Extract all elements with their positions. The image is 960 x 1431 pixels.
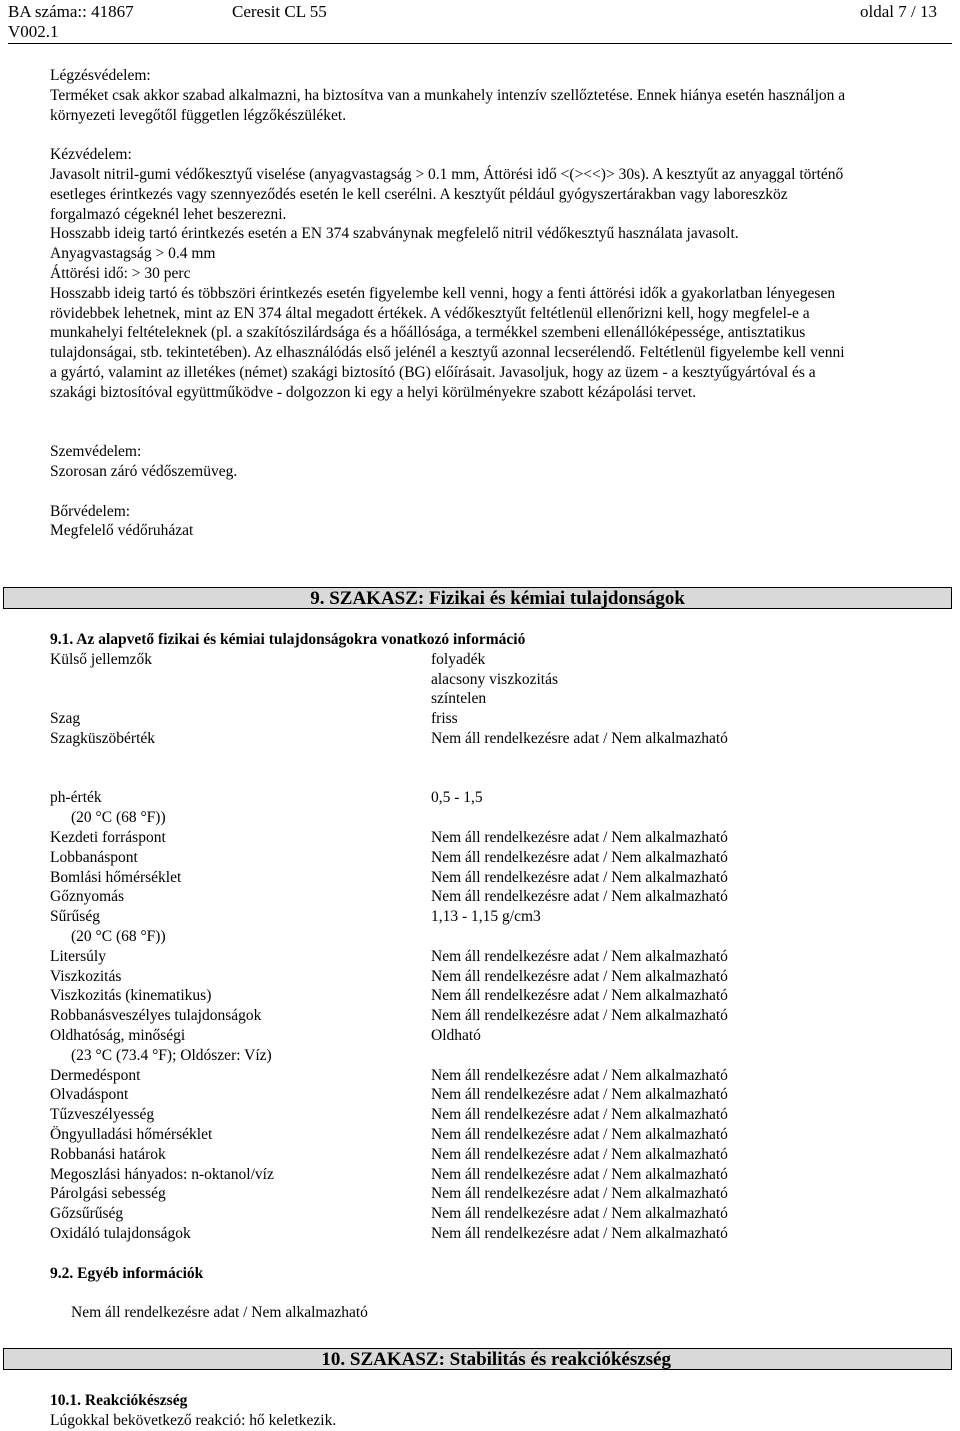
- property-label: Külső jellemzők: [50, 650, 153, 668]
- property-row: [50, 670, 940, 690]
- section-8-content: [50, 66, 940, 541]
- property-row: [50, 1165, 940, 1185]
- property-value: Nem áll rendelkezésre adat / Nem alkalmazható: [431, 1165, 728, 1183]
- section-9-heading: [3, 587, 952, 609]
- property-label: Litersúly: [50, 947, 106, 965]
- property-label: Oxidáló tulajdonságok: [50, 1224, 191, 1242]
- property-value: Nem áll rendelkezésre adat / Nem alkalmazható: [431, 848, 728, 866]
- eye-protection-text: Szorosan záró védőszemüveg.: [50, 462, 238, 480]
- text-line: Anyagvastagság > 0.4 mm: [50, 245, 216, 263]
- property-row: [50, 1085, 940, 1105]
- property-value: Nem áll rendelkezésre adat / Nem alkalmazható: [431, 868, 728, 886]
- subsection-9-2-title: 9.2. Egyéb információk: [50, 1264, 204, 1282]
- property-label: Kezdeti forráspont: [50, 828, 166, 846]
- product-name: Ceresit CL 55: [232, 2, 327, 21]
- text-line: munkahelyi feltételeknek (pl. a szakítószilárdsága és a hőállósága, a termékkel szembeni ellenállóképessége, antisztatikus: [50, 324, 806, 342]
- property-label: Viszkozitás: [50, 967, 122, 985]
- property-row: [50, 986, 940, 1006]
- hand-protection-text: [50, 165, 940, 403]
- skin-protection-title: Bőrvédelem:: [50, 502, 131, 520]
- text-line: forgalmazó cégeknél lehet beszerezni.: [50, 205, 287, 223]
- property-value: Nem áll rendelkezésre adat / Nem alkalmazható: [431, 1125, 728, 1143]
- property-value: Nem áll rendelkezésre adat / Nem alkalmazható: [431, 1185, 728, 1203]
- property-label: Gőznyomás: [50, 888, 125, 906]
- property-row: [50, 1046, 940, 1066]
- property-label: Szagküszöbérték: [50, 729, 156, 747]
- property-row: [50, 1066, 940, 1086]
- property-label: Oldhatóság, minőségi: [50, 1026, 186, 1044]
- property-row: [50, 1026, 940, 1046]
- property-label: (23 °C (73.4 °F); Oldószer: Víz): [71, 1046, 272, 1064]
- property-value: 1,13 - 1,15 g/cm3: [431, 908, 541, 926]
- property-row: [50, 709, 940, 729]
- eye-protection-title: Szemvédelem:: [50, 443, 142, 461]
- property-label: Robbanásveszélyes tulajdonságok: [50, 1007, 262, 1025]
- text-line: Hosszabb ideig tartó érintkezés esetén a EN 374 szabványnak megfelelő nitril védőkesztyű használata javasolt.: [50, 225, 739, 243]
- document-number: BA száma:: 41867: [8, 2, 134, 21]
- version: V002.1: [8, 22, 59, 41]
- property-row: [50, 1184, 940, 1204]
- property-label: Dermedéspont: [50, 1066, 141, 1084]
- hand-protection-title: Kézvédelem:: [50, 146, 132, 164]
- property-value: Nem áll rendelkezésre adat / Nem alkalmazható: [431, 1086, 728, 1104]
- text-line: Terméket csak akkor szabad alkalmazni, ha biztosítva van a munkahely intenzív szellőztetése. Ennek hiánya esetén használjon a: [50, 86, 846, 104]
- reactivity-text: Lúgokkal bekövetkező reakció: hő keletkezik.: [50, 1411, 337, 1429]
- property-label: (20 °C (68 °F)): [71, 927, 166, 945]
- subsection-9-1-title: 9.1. Az alapvető fizikai és kémiai tulajdonságokra vonatkozó információ: [50, 631, 526, 648]
- section-9-content: [50, 630, 940, 1323]
- property-value: Nem áll rendelkezésre adat / Nem alkalmazható: [431, 1205, 728, 1223]
- property-label: Tűzveszélyesség: [50, 1106, 155, 1124]
- property-label: Szag: [50, 710, 81, 728]
- property-row: [50, 967, 940, 987]
- text-line: Hosszabb ideig tartó és többszöri érintkezés esetén figyelembe kell venni, hogy a fenti áttörési idők a gyakorlatban lényegesen: [50, 284, 836, 302]
- property-value: Nem áll rendelkezésre adat / Nem alkalmazható: [431, 987, 728, 1005]
- property-value: Nem áll rendelkezésre adat / Nem alkalmazható: [431, 828, 728, 846]
- header-rule: [8, 43, 952, 44]
- property-label: (20 °C (68 °F)): [71, 809, 166, 827]
- skin-protection-text: Megfelelő védőruházat: [50, 522, 194, 540]
- subsection-10-1-title: 10.1. Reakciókészség: [50, 1392, 188, 1409]
- property-value: 0,5 - 1,5: [431, 789, 483, 807]
- property-value: színtelen: [431, 690, 487, 708]
- property-value: Nem áll rendelkezésre adat / Nem alkalmazható: [431, 1224, 728, 1242]
- property-row: [50, 927, 940, 947]
- properties-group-1: [50, 650, 940, 749]
- respiratory-title: Légzésvédelem:: [50, 67, 151, 84]
- section-10-heading: [3, 1348, 952, 1370]
- property-row: [50, 1224, 940, 1244]
- property-label: Robbanási határok: [50, 1145, 166, 1163]
- text-line: rövidebbek lehetnek, mint az EN 374 által megadott értékek. A védőkesztyűt feltétlenül ellenőrizni kell, hogy megfelel-e a: [50, 304, 810, 322]
- property-row: [50, 947, 940, 967]
- property-label: Sűrűség: [50, 908, 100, 926]
- property-label: Bomlási hőmérséklet: [50, 868, 182, 886]
- property-row: [50, 848, 940, 868]
- property-row: [50, 689, 940, 709]
- property-label: Gőzsűrűség: [50, 1205, 124, 1223]
- property-label: Lobbanáspont: [50, 848, 138, 866]
- property-row: [50, 887, 940, 907]
- property-label: Megoszlási hányados: n-oktanol/víz: [50, 1165, 274, 1183]
- property-value: Nem áll rendelkezésre adat / Nem alkalmazható: [431, 1145, 728, 1163]
- property-value: Nem áll rendelkezésre adat / Nem alkalmazható: [431, 1066, 728, 1084]
- properties-group-2: [50, 788, 940, 1243]
- property-value: friss: [431, 710, 458, 728]
- property-label: Olvadáspont: [50, 1086, 129, 1104]
- text-line: Áttörési idő: > 30 perc: [50, 264, 191, 282]
- property-row: [50, 808, 940, 828]
- section-10-content: [50, 1391, 940, 1431]
- property-label: Viszkozitás (kinematikus): [50, 987, 212, 1005]
- text-line: szakági biztosítóval együttműködve - dolgozzon ki egy a helyi körülményekre szabott kézápolási tervet.: [50, 383, 697, 401]
- property-value: Nem áll rendelkezésre adat / Nem alkalmazható: [431, 729, 728, 747]
- section-9-title: 9. SZAKASZ: Fizikai és kémiai tulajdonságok: [310, 588, 685, 609]
- text-line: környezeti levegőtől független légzőkészüléket.: [50, 106, 347, 124]
- property-value: Nem áll rendelkezésre adat / Nem alkalmazható: [431, 1007, 728, 1025]
- property-value: folyadék: [431, 650, 486, 668]
- section-10-title: 10. SZAKASZ: Stabilitás és reakciókészség: [321, 1349, 671, 1370]
- respiratory-text: [50, 86, 940, 126]
- page-number: oldal 7 / 13: [860, 2, 937, 21]
- property-value: alacsony viszkozitás: [431, 670, 558, 688]
- property-row: [50, 907, 940, 927]
- property-row: [50, 650, 940, 670]
- text-line: tulajdonságai, stb. tekintetében). Az elhasználódás első jelénél a kesztyű azonnal lecserélendő. Feltétlenül figyelembe kell venni: [50, 344, 845, 362]
- property-row: [50, 828, 940, 848]
- property-row: [50, 868, 940, 888]
- text-line: Javasolt nitril-gumi védőkesztyű viselése (anyagvastagság > 0.1 mm, Áttörési idő <(><<)> 30s). A kesztyűt az anyaggal történő: [50, 165, 844, 183]
- property-label: Öngyulladási hőmérséklet: [50, 1125, 213, 1143]
- property-value: Nem áll rendelkezésre adat / Nem alkalmazható: [431, 967, 728, 985]
- property-row: [50, 1204, 940, 1224]
- other-information-text: Nem áll rendelkezésre adat / Nem alkalmazható: [71, 1304, 368, 1322]
- property-row: [50, 1006, 940, 1026]
- property-row: [50, 1145, 940, 1165]
- text-line: esetleges érintkezés vagy szennyeződés esetén le kell cserélni. A kesztyűt például gyógyszertárakban vagy laboreszköz: [50, 185, 788, 203]
- property-row: [50, 788, 940, 808]
- property-label: Párolgási sebesség: [50, 1185, 166, 1203]
- property-row: [50, 1105, 940, 1125]
- text-line: a gyártó, valamint az illetékes (német) szakági biztosító (BG) előírásait. Javasoljuk, hogy az üzem - a kesztyűgyártóval és a: [50, 363, 816, 381]
- page-header: [0, 0, 960, 44]
- property-row: [50, 1125, 940, 1145]
- property-value: Nem áll rendelkezésre adat / Nem alkalmazható: [431, 1106, 728, 1124]
- property-value: Oldható: [431, 1026, 481, 1044]
- property-value: Nem áll rendelkezésre adat / Nem alkalmazható: [431, 888, 728, 906]
- property-label: ph-érték: [50, 789, 102, 807]
- property-row: [50, 729, 940, 749]
- property-value: Nem áll rendelkezésre adat / Nem alkalmazható: [431, 947, 728, 965]
